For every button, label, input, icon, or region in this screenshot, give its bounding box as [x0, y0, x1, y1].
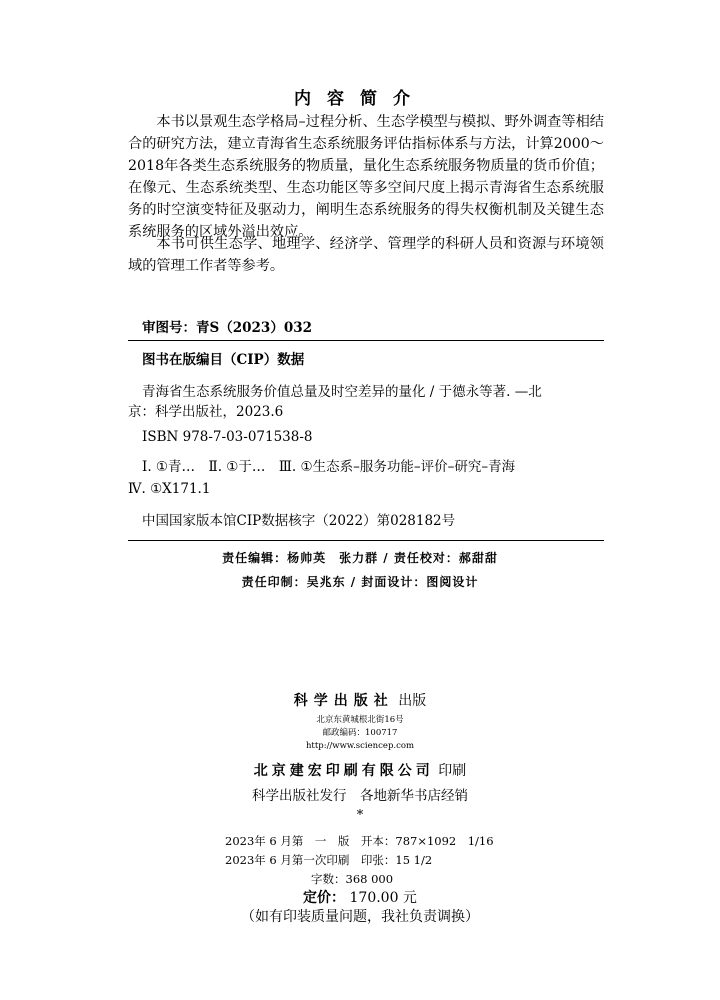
intro-paragraph-1-text: 本书以景观生态学格局–过程分析、生态学模型与模拟、野外调查等相结合的研究方法，建立青海省生态系统服务评估指标体系与方法，计算2000～2018年各类生态系统服务的物质量，量化生态系统服务物质量的货币价值；在像元、生态系统类型、生态功能区等多空间尺度上揭示青海省生态系统服务的时空演变特征及驱动力，阐明生态系统服务的得失权衡机制及关键生态系统服务的区域外溢出效应。 [128, 114, 604, 240]
publisher-suffix: 出版 [398, 693, 427, 709]
printer-name: 北京建宏印刷有限公司 [253, 763, 434, 779]
print-specs-row-2: 2023年 6 月第一次印刷 印张：15 1/2 [225, 853, 433, 867]
map-review-number: 审图号：青S（2023）032 [142, 320, 313, 336]
publisher-address: 北京东黄城根北街16号 [316, 715, 404, 725]
intro-title: 内容简介 [294, 89, 426, 109]
credits-line-1: 责任编辑：杨帅英 张力群 / 责任校对：郝甜甜 [222, 551, 498, 565]
intro-paragraph-1 [128, 111, 604, 243]
cip-classification-line-2: Ⅳ. ①X171.1 [128, 481, 211, 497]
cip-citation-line-1: 青海省生态系统服务价值总量及时空差异的量化 / 于德永等著. —北 [142, 384, 542, 400]
publisher-website: http://www.sciencep.com [305, 741, 415, 751]
publisher-line [0, 690, 720, 710]
intro-paragraph-2-text: 本书可供生态学、地理学、经济学、管理学的科研人员和资源与环境领域的管理工作者等参考。 [128, 236, 604, 274]
publisher-address-block [0, 714, 720, 753]
print-specs-row-3: 字数：368 000 [311, 872, 394, 886]
price-value: 170.00 元 [349, 890, 417, 906]
publisher-name: 科学出版社 [293, 693, 394, 709]
divider-top [128, 340, 604, 341]
cip-classification [128, 456, 604, 500]
printer-suffix: 印刷 [438, 763, 467, 779]
printer-line [0, 760, 720, 780]
distribution: 科学出版社发行 各地新华书店经销 [252, 788, 468, 804]
credits-line-2: 责任印制：吴兆东 / 封面设计：图阅设计 [241, 575, 479, 589]
cip-citation-line-2: 京：科学出版社，2023.6 [128, 404, 284, 420]
cip-citation [128, 382, 604, 422]
quality-note: （如有印装质量问题，我社负责调换） [241, 909, 479, 925]
separator-star: * [356, 808, 364, 823]
cip-classification-line-1: Ⅰ. ①青… Ⅱ. ①于… Ⅲ. ①生态系–服务功能–评价–研究–青海 [142, 459, 516, 475]
credits [0, 546, 720, 594]
price-line [0, 887, 720, 907]
cip-verification: 中国国家版本馆CIP数据核字（2022）第028182号 [142, 513, 456, 529]
cip-heading: 图书在版编目（CIP）数据 [142, 352, 305, 368]
intro-paragraph-2 [128, 233, 604, 277]
print-specs-row-1: 2023年 6 月第 一 版 开本：787×1092 1/16 [225, 834, 494, 848]
isbn: ISBN 978-7-03-071538-8 [142, 429, 313, 445]
price-label: 定价： [303, 890, 346, 906]
divider-bottom [128, 540, 604, 541]
publisher-postcode: 邮政编码：100717 [322, 728, 398, 738]
print-specs [225, 832, 494, 889]
